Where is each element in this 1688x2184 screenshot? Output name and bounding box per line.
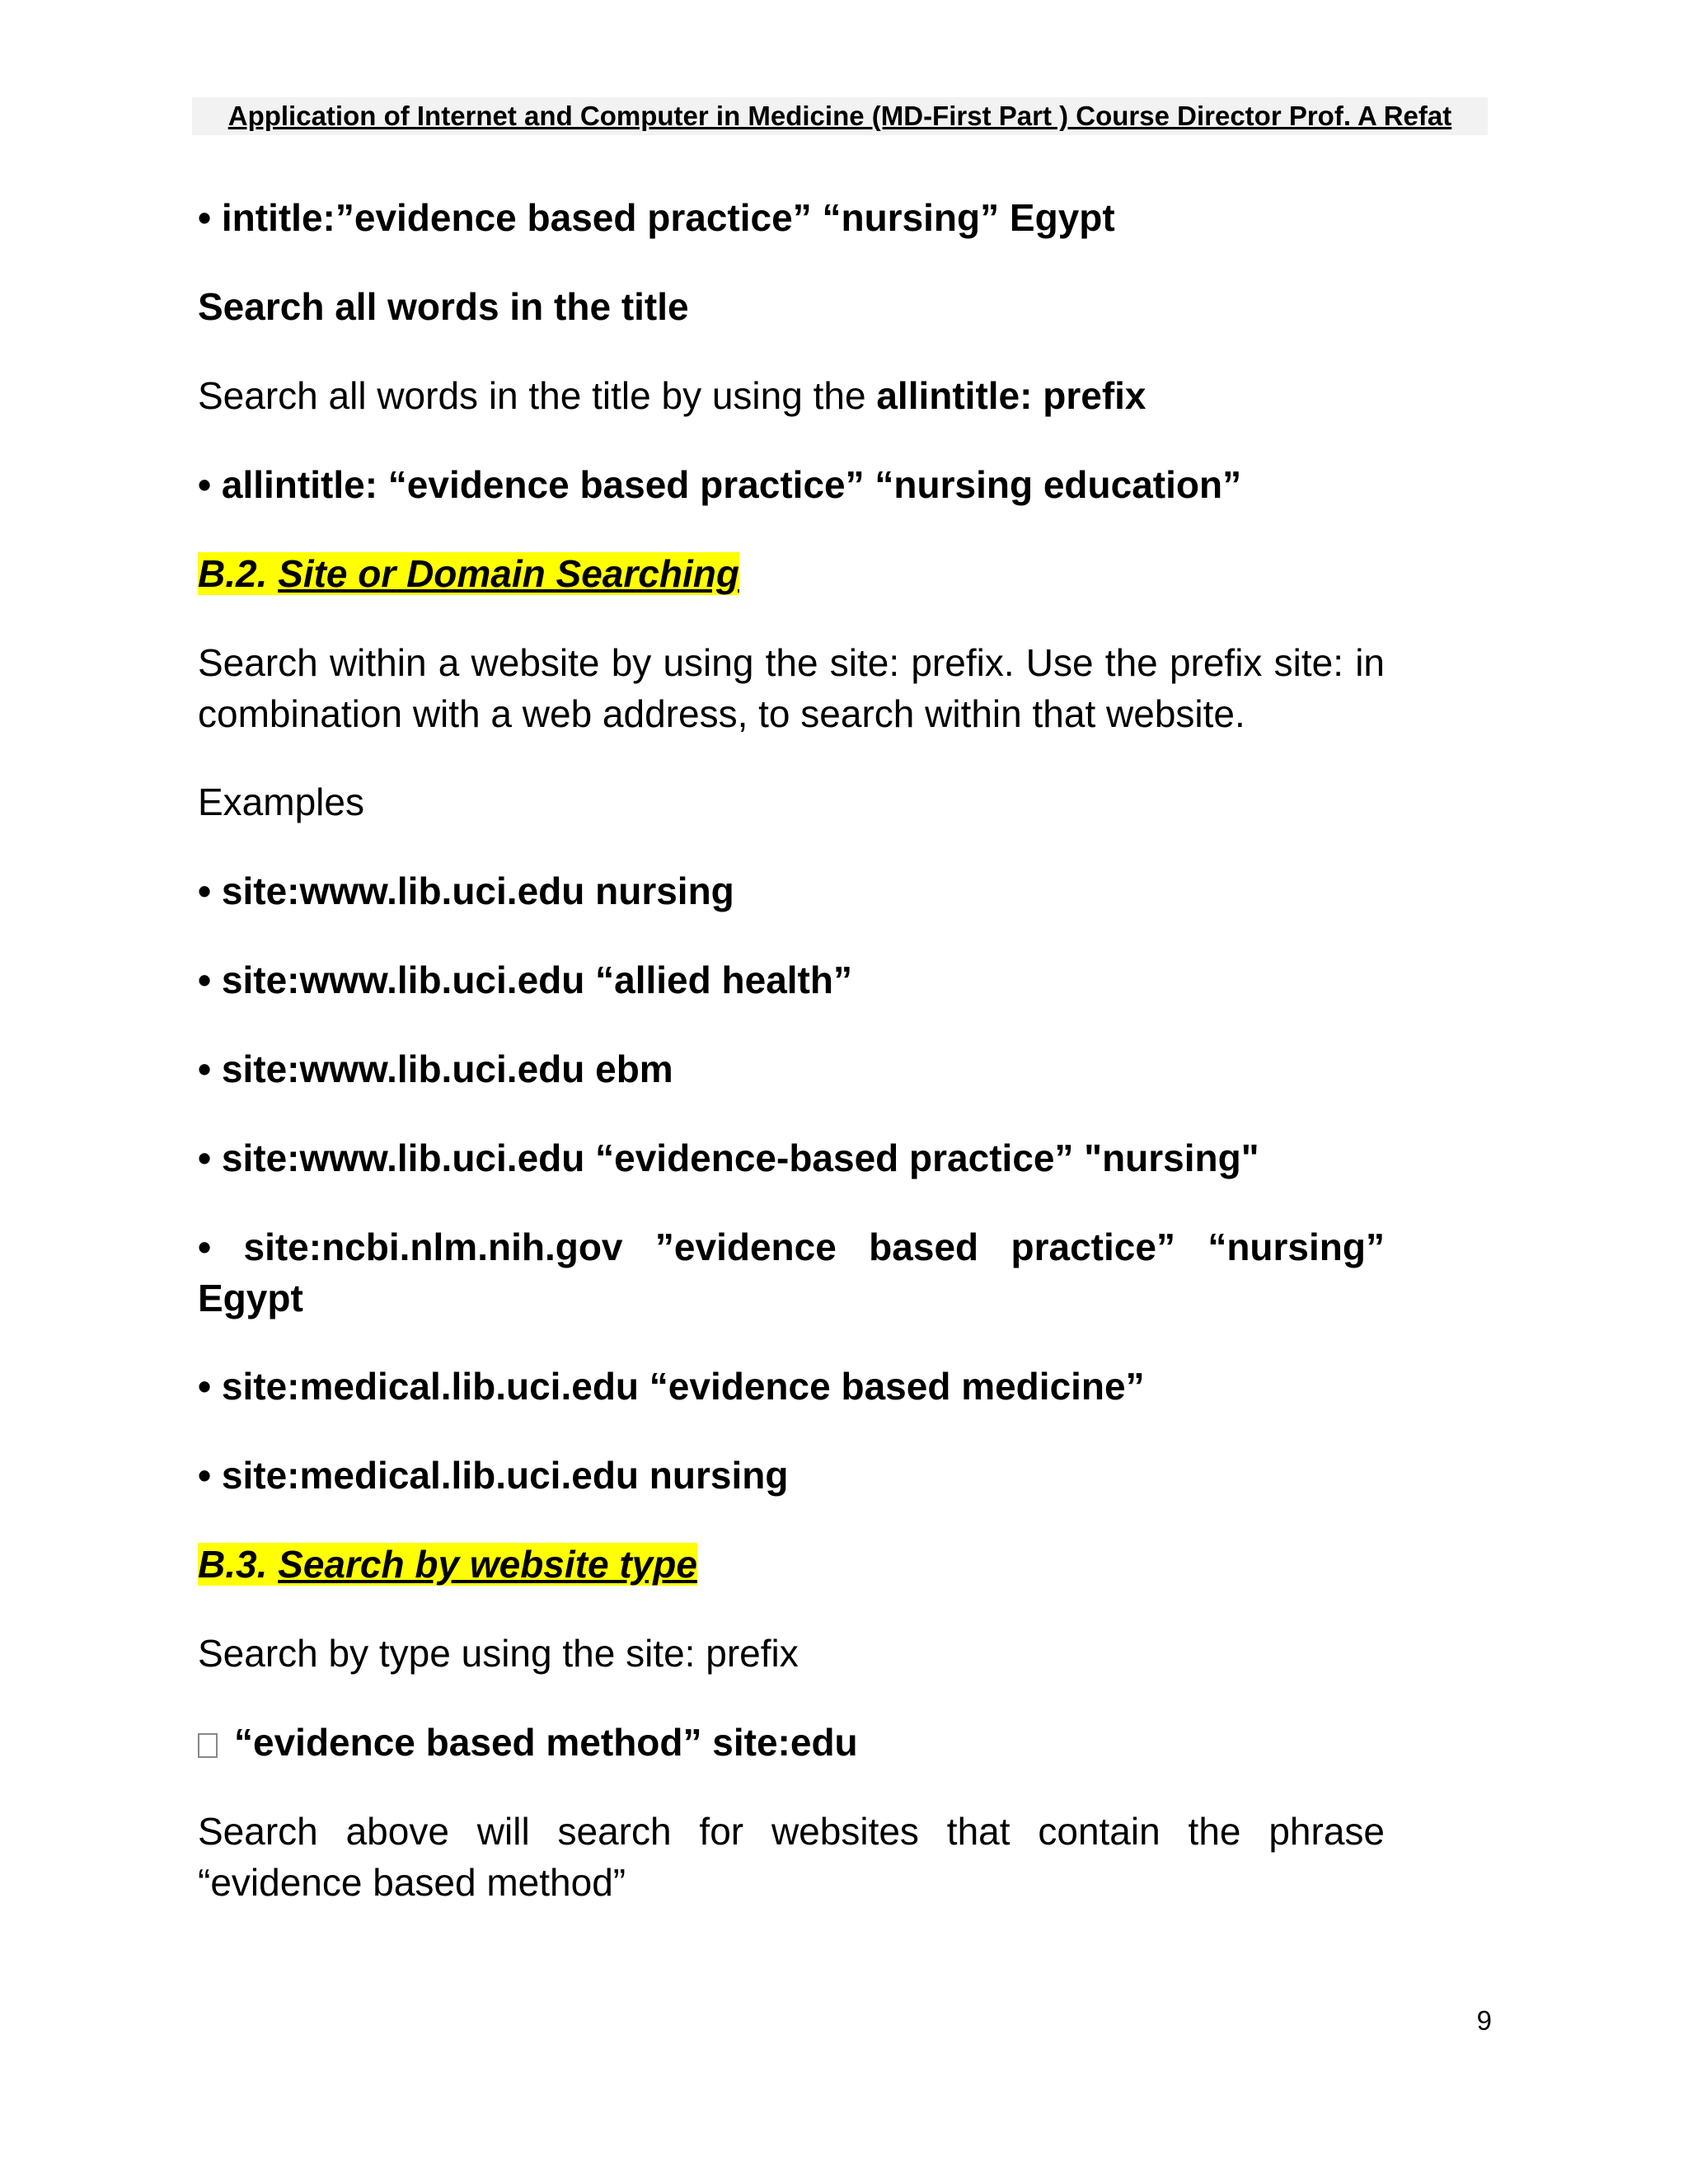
section-title: Search by website type bbox=[278, 1543, 697, 1586]
site-example-2: • site:www.lib.uci.edu “allied health” bbox=[198, 958, 852, 1001]
allintitle-description bbox=[198, 370, 1146, 421]
page-number: 9 bbox=[1476, 2005, 1492, 2036]
allintitle-heading: Search all words in the title bbox=[198, 285, 689, 328]
site-example-5: • site:ncbi.nlm.nih.gov ”evidence based practice” “nursing” Egypt bbox=[198, 1226, 1385, 1319]
allintitle-desc-text: Search all words in the title by using the bbox=[198, 374, 877, 417]
section-number: B.2. bbox=[198, 552, 268, 595]
site-example-3: • site:www.lib.uci.edu ebm bbox=[198, 1047, 673, 1090]
checkbox-glyph-icon bbox=[198, 1733, 218, 1758]
type-description: Search by type using the site: prefix bbox=[198, 1632, 799, 1675]
allintitle-desc-keyword: allintitle: prefix bbox=[876, 374, 1146, 417]
site-example-4: • site:www.lib.uci.edu “evidence-based practice” "nursing" bbox=[198, 1137, 1259, 1179]
section-heading-highlight bbox=[198, 1543, 697, 1586]
examples-label: Examples bbox=[198, 780, 364, 823]
type-explanation: Search above will search for websites that contain the phrase “evidence based method” bbox=[198, 1810, 1385, 1904]
section-title: Site or Domain Searching bbox=[278, 552, 739, 595]
section-heading-website-type bbox=[198, 1539, 697, 1590]
running-header: Application of Internet and Computer in Medicine (MD-First Part ) Course Director Prof. A Refat bbox=[192, 97, 1488, 135]
allintitle-example: • allintitle: “evidence based practice” “nursing education” bbox=[198, 463, 1242, 506]
section-heading-site-search bbox=[198, 548, 739, 599]
type-example-text: “evidence based method” site:edu bbox=[234, 1721, 858, 1764]
site-example-6: • site:medical.lib.uci.edu “evidence based medicine” bbox=[198, 1365, 1145, 1408]
type-example bbox=[198, 1717, 858, 1768]
site-example-7: • site:medical.lib.uci.edu nursing bbox=[198, 1454, 789, 1497]
intitle-example: • intitle:”evidence based practice” “nursing” Egypt bbox=[198, 196, 1115, 239]
section-number: B.3. bbox=[198, 1543, 268, 1586]
site-example-1: • site:www.lib.uci.edu nursing bbox=[198, 869, 734, 912]
site-description: Search within a website by using the site: prefix. Use the prefix site: in combination with a web address, to search within that website. bbox=[198, 641, 1385, 735]
section-heading-highlight bbox=[198, 552, 739, 595]
